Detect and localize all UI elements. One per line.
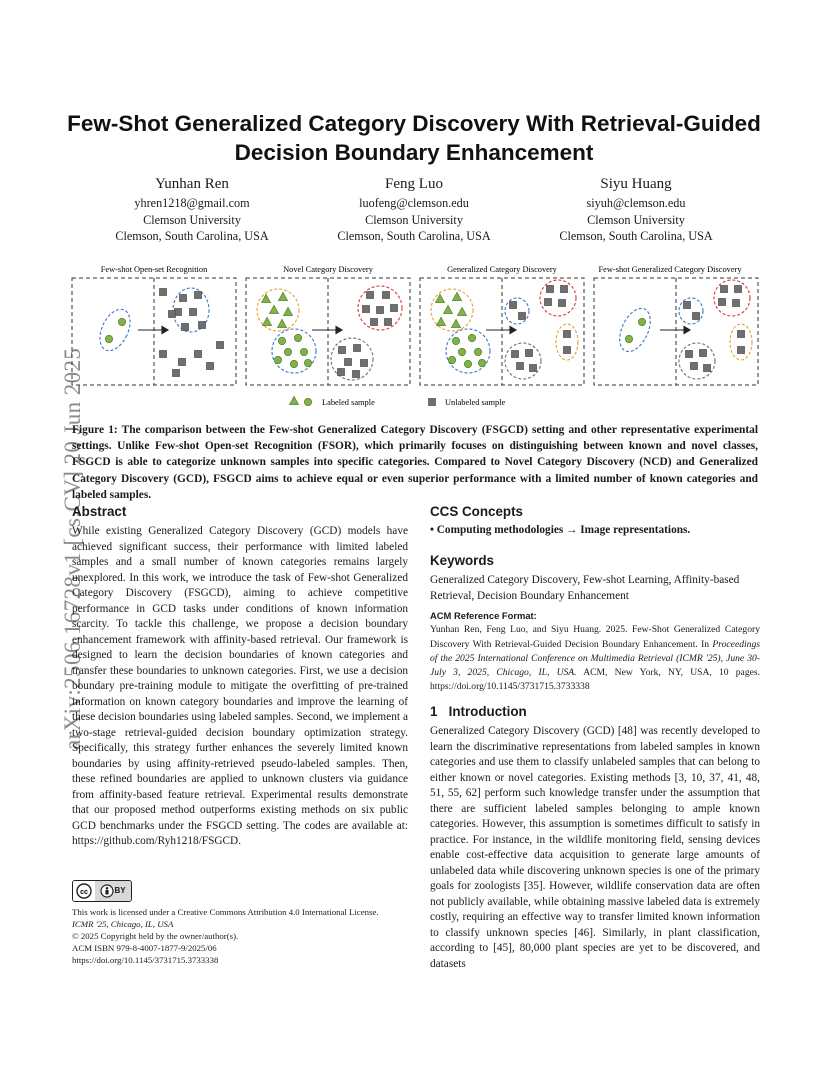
by-label: BY [114,886,126,895]
author-block [516,174,756,245]
panel-title-fsgcd: Few-shot Generalized Category Discovery [598,265,742,274]
license-copyright: © 2025 Copyright held by the owner/author(s). [72,931,239,941]
acm-reference-proceedings: Proceedings of the 2025 International Conference on Multimedia Retrieval (ICMR '25), June 30-July 3, 2025, Chicago, IL, USA. [430,638,760,679]
acm-reference [430,609,760,695]
author-name: Feng Luo [385,176,443,192]
introduction-heading-text: 1 Introduction [430,704,527,719]
author-location: Clemson, South Carolina, USA [559,229,713,243]
cc-icon [73,881,95,901]
acm-reference-label: ACM Reference Format: [430,610,537,621]
abstract-heading [72,503,126,521]
license-text: This work is licensed under a Creative Commons Attribution 4.0 International License. [72,907,379,917]
license-isbn: ACM ISBN 979-8-4007-1877-9/2025/06 [72,943,217,953]
panel-frames [72,278,758,385]
author-email: luofeng@clemson.edu [359,196,469,210]
author-affiliation: Clemson University [143,212,241,227]
by-icon [95,881,131,901]
legend-triangle-icon [289,396,298,404]
author-name: Yunhan Ren [155,176,229,192]
figure-1-diagram [70,262,760,412]
abstract-heading-text: Abstract [72,504,127,519]
author-email: yhren1218@gmail.com [134,196,250,210]
keywords-heading [430,552,494,570]
introduction-body: Generalized Category Discovery (GCD) [48] was recently developed to learn the discriminative representations from labeled samples in known categories and use them to classify unlabeled samples that can belong to either known or novel categories. Existing methods [3, 10, 37, 41, 48, 51, 55, 62] perform such knowledge transfer under the assumption that there are sufficient labeled samples belonging to ample known categories. However, this assumption is sometimes difficult to satisfy in practice. For instance, in the wildlife monitoring field, sensing devices enable cost-effective data acquisition to generate large amounts of unlabeled data while discovering unknown species is one of the primary goals for zoologists [35]. However, wildlife conservation data are often not publicly available, while obtaining massive labeled data is extremely costly, requiring an effective way to transfer limited known information to classify unknown species [46]. Similarly, in plant classification, according to [45], 80,000 plant species are yet to be discovered, and datasets [430,725,760,970]
title-line-2: Decision Boundary Enhancement [234,140,594,165]
license-block [72,880,408,966]
acm-reference-authors: Yunhan Ren, Feng Luo, and Siyu Huang. 2025. Few-Shot Generalized Category Discovery With Retrieval-Guided Decision Boundary Enhancement. In [430,624,760,650]
panel-title-fsor: Few-shot Open-set Recognition [100,265,208,274]
cc-by-badge[interactable] [72,880,132,902]
figure-legend [289,396,505,407]
legend-labeled: Labeled sample [322,398,375,407]
arxiv-id: arXiv:2506.16728v1 [cs.CV] 20 Jun 2025 [60,347,85,750]
introduction-heading [430,703,527,721]
author-block [294,174,534,245]
figure-caption: Figure 1: The comparison between the Few-shot Generalized Category Discovery (FSGCD) setting and other representative experimental settings. Unlike Few-shot Open-set Recognition (FSOR), which primarily focuses on distinguishing between known and novel classes, FSGCD is able to categorize unknown samples into specific categories. Compared to Novel Category Discovery (NCD) and Generalized Category Discovery (GCD), FSGCD aims to achieve equal or even superior performance with a limited number of known categories and labeled samples. [72,424,758,501]
author-affiliation: Clemson University [587,212,685,227]
paper-title [60,109,768,167]
author-affiliation: Clemson University [365,212,463,227]
ccs-heading [430,503,523,521]
abstract-body: While existing Generalized Category Discovery (GCD) models have achieved significant success, their performance with limited labeled samples and a small number of known categories remains largely unexplored. In this work, we introduce the task of Few-shot Generalized Category Discovery (FSGCD), aiming to achieve competitive performance in GCD tasks under conditions of known information scarcity. To tackle this challenge, we propose a decision boundary enhancement framework with affinity-based retrieval. Our framework is designed to learn the decision boundaries of known categories and transfer these boundaries to unknown categories. First, we use a decision boundary pre-training module to mitigate the overfitting of pre-trained information on known category boundaries and improve the learning of these decision boundaries using labeled samples. Second, we implement a two-stage retrieval-guided decision boundary optimization strategy. Specifically, this strategy further enhances the severely limited known boundaries by using affinity-retrieved pseudo-labeled samples. Then, these refined boundaries are applied to unknown clusters via guidance from affinity-based feature retrieval. Experimental results demonstrate that our proposed method outperforms existing methods on six public GCD benchmarks under the FSGCD setting. The codes are available at: https://github.com/Ryh1218/FSGCD. [72,525,408,847]
author-email: siyuh@clemson.edu [586,196,686,210]
keywords-heading-text: Keywords [430,553,494,568]
panel-fsor [94,288,224,377]
author-location: Clemson, South Carolina, USA [337,229,491,243]
legend-circle-icon [304,398,311,405]
ccs-body: • Computing methodologies → Image representations. [430,524,691,536]
legend-unlabeled: Unlabeled sample [445,398,506,407]
panel-title-gcd: Generalized Category Discovery [447,265,557,274]
keywords-body: Generalized Category Discovery, Few-shot Learning, Affinity-based Retrieval, Decision Boundary Enhancement [430,574,740,602]
acm-reference-text [430,623,760,694]
figure-1 [70,262,760,412]
arxiv-stamp [8,300,85,750]
author-block [72,174,312,245]
author-name: Siyu Huang [600,176,672,192]
license-doi[interactable]: https://doi.org/10.1145/3731715.3733338 [72,955,219,965]
author-location: Clemson, South Carolina, USA [115,229,269,243]
arrows [138,327,690,334]
ccs-heading-text: CCS Concepts [430,504,524,519]
license-venue: ICMR '25, Chicago, IL, USA [72,919,174,929]
svg-text:cc: cc [80,889,88,896]
panel-ncd [257,286,402,380]
legend-square-icon [428,398,435,405]
panel-title-ncd: Novel Category Discovery [283,265,373,274]
acm-reference-tail: ACM, New York, NY, USA, 10 pages. https://doi.org/10.1145/3731715.3733338 [430,667,761,693]
title-line-1: Few-Shot Generalized Category Discovery With Retrieval-Guided [67,111,761,136]
